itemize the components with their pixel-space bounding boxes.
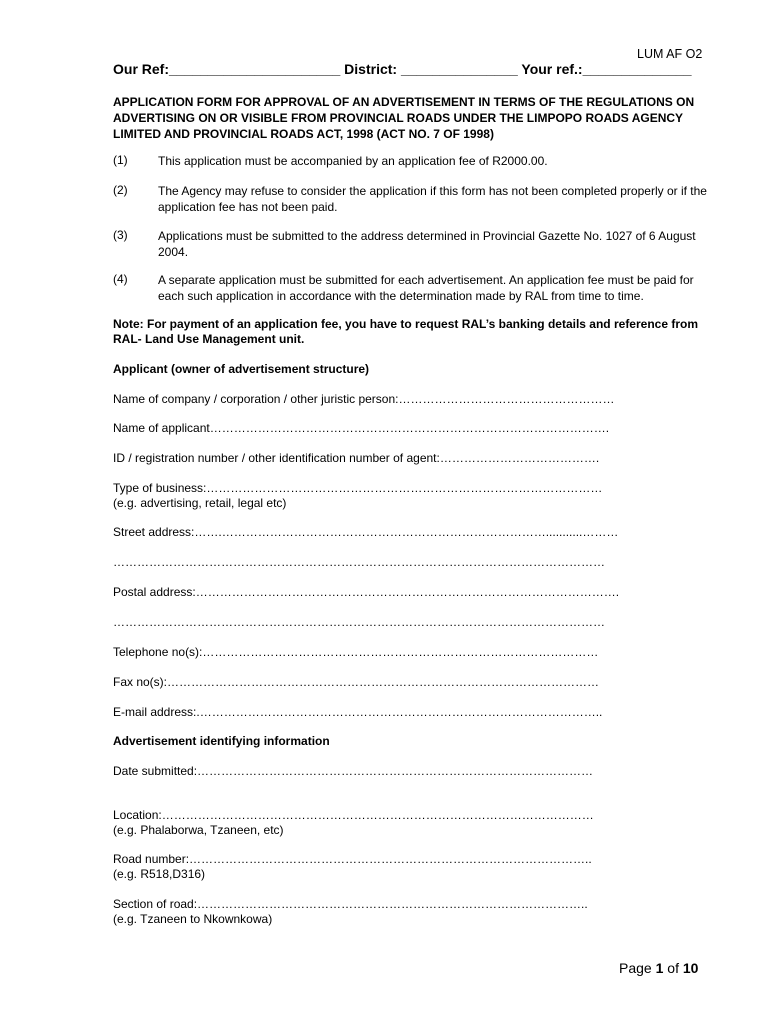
instruction-text: The Agency may refuse to consider the application if this form has not been completed properly or if the application fee has not been paid. <box>158 184 707 214</box>
instruction-number: (4) <box>113 272 128 286</box>
road-section-hint: (e.g. Tzaneen to Nkownkowa) <box>113 912 273 926</box>
location-field[interactable]: Location:……………………………………………………………………………………………… <box>113 808 594 822</box>
business-type-hint: (e.g. advertising, retail, legal etc) <box>113 496 287 510</box>
location-hint: (e.g. Phalaborwa, Tzaneen, etc) <box>113 823 284 837</box>
instruction-number: (2) <box>113 183 128 197</box>
page-indicator <box>619 960 698 976</box>
payment-note: Note: For payment of an application fee, you have to request RAL’s banking details and reference from RAL- Land Use Management unit. <box>113 317 699 346</box>
applicant-heading: Applicant (owner of advertisement structure) <box>113 362 370 376</box>
postal-address-field[interactable]: Postal address:……………………………………………………………………………………………. <box>113 585 620 599</box>
date-submitted-field[interactable]: Date submitted:……………………………………………………………………………………… <box>113 764 594 778</box>
road-number-hint: (e.g. R518,D316) <box>113 867 206 881</box>
instruction-text: Applications must be submitted to the address determined in Provincial Gazette No. 1027 of 6 August 2004. <box>158 229 696 259</box>
page-number: 1 <box>655 960 664 976</box>
company-name-field[interactable]: Name of company / corporation / other juristic person:……………………………………………… <box>113 392 615 406</box>
street-address-continued[interactable]: …………………………………………………………………………………………………………… <box>113 555 605 569</box>
form-code: LUM AF O2 <box>637 47 703 61</box>
telephone-field[interactable]: Telephone no(s):……………………………………………………………………………………… <box>113 645 599 659</box>
street-address-field[interactable]: Street address:…….………………………………………………………………………...........……… <box>113 525 619 539</box>
id-number-field[interactable]: ID / registration number / other identification number of agent:…………………………………. <box>113 451 600 465</box>
instruction-text: This application must be accompanied by an application fee of R2000.00. <box>158 154 548 168</box>
email-field[interactable]: E-mail address:.……………………………………………………………………………………….. <box>113 705 603 719</box>
fax-field[interactable]: Fax no(s):……………………………………………………………………………………………… <box>113 675 600 689</box>
instruction-number: (1) <box>113 153 128 167</box>
of-word: of <box>667 960 679 976</box>
reference-line: Our Ref:______________________ District: _______________ Your ref.:______________ <box>113 61 692 77</box>
road-number-field[interactable]: Road number:……………………………………………………………………………………….. <box>113 852 592 866</box>
business-type-field[interactable]: Type of business:……………………………………………………………………………………… <box>113 481 603 495</box>
page-total: 10 <box>682 960 699 976</box>
applicant-name-field[interactable]: Name of applicant………………………………………………………………………………………. <box>113 421 610 435</box>
advertisement-heading: Advertisement identifying information <box>113 734 330 748</box>
postal-address-continued[interactable]: …………………………………………………………………………………………………………… <box>113 615 605 629</box>
form-title: APPLICATION FORM FOR APPROVAL OF AN ADVERTISEMENT IN TERMS OF THE REGULATIONS ON ADVERTISING ON OR VISIBLE FROM PROVINCIAL ROADS UNDER THE LIMPOPO ROADS AGENCY LIMITED AND PROVINCIAL ROADS ACT, 1998 (ACT NO. 7 OF 1998) <box>113 95 695 141</box>
instruction-text: A separate application must be submitted for each advertisement. An application fee must be paid for each such application in accordance with the determination made by RAL from time to time. <box>158 273 694 303</box>
road-section-field[interactable]: Section of road:…………………………………………………………………………………….. <box>113 897 588 911</box>
page-word: Page <box>619 960 652 976</box>
instruction-number: (3) <box>113 228 128 242</box>
